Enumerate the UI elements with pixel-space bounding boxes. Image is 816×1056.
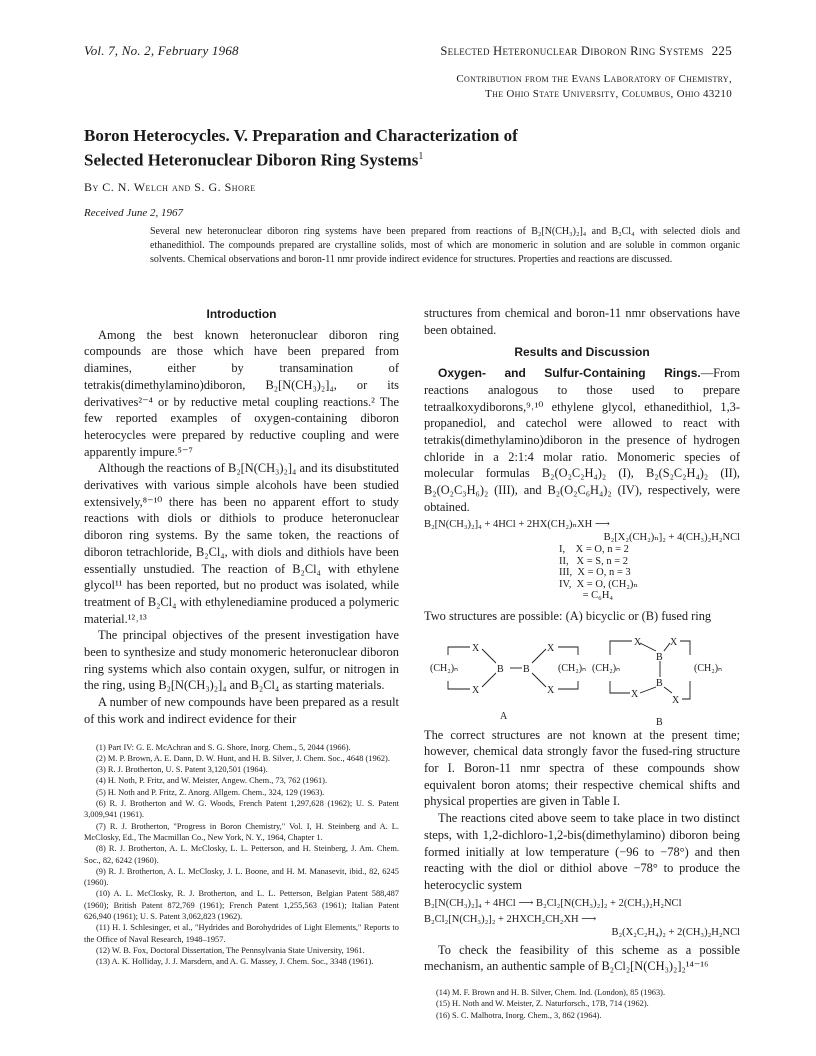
title-footnote-mark: 1 bbox=[418, 151, 424, 162]
footnote: (6) R. J. Brotherton and W. G. Woods, French Patent 1,297,628 (1962); U. S. Patent 3,009,941 (1961). bbox=[84, 799, 399, 820]
received-date: Received June 2, 1967 bbox=[84, 207, 183, 219]
continued-paragraph: structures from chemical and boron-11 nmr observations have been obtained. bbox=[424, 306, 740, 337]
equation-1-products: B₂[X₂(CH₂)ₙ]₂ + 4(CH₃)₂H₂NCl bbox=[603, 532, 740, 544]
introduction-heading: Introduction bbox=[206, 307, 277, 321]
running-header bbox=[440, 43, 732, 59]
footnote: (14) M. F. Brown and H. B. Silver, Chem. Ind. (London), 85 (1963). bbox=[436, 988, 666, 998]
structure-label-a: A bbox=[500, 710, 508, 722]
equation-1 bbox=[424, 518, 740, 544]
atom-x: X bbox=[472, 642, 480, 654]
results-paragraph-3: The reactions cited above seem to take place in two distinct steps, with 1,2-dichloro-1,2-bis(dimethylamino) diboron being formed initially at low temperature (−96 to −78°) and then reacting with the diol or dithiol above −78° to produce the heterocyclic system bbox=[424, 811, 740, 892]
group-ch2n: (CH₂)ₙ bbox=[694, 662, 723, 674]
results-paragraph-4: To check the feasibility of this scheme as a possible mechanism, an authentic sample of B₂Cl₂[N(CH₃)₂]₂¹⁴⁻¹⁶ bbox=[424, 942, 740, 974]
compound-item: = C₆H₄ bbox=[559, 590, 614, 602]
group-ch2n: (CH₂)ₙ bbox=[558, 662, 587, 674]
footnote: (2) M. P. Brown, A. E. Dann, D. W. Hunt, and H. B. Silver, J. Chem. Soc., 4648 (1962). bbox=[96, 753, 390, 763]
atom-x: X bbox=[634, 636, 642, 648]
group-ch2n: (CH₂)ₙ bbox=[592, 662, 621, 674]
journal-issue: Vol. 7, No. 2, February 1968 bbox=[84, 43, 239, 58]
structure-label-b: B bbox=[656, 716, 663, 728]
equation-3-products: B₂(X₂C₂H₄)₂ + 2(CH₃)₂H₂NCl bbox=[611, 926, 740, 938]
footnote: (11) H. I. Schlesinger, et al., "Hydrides and Borohydrides of Light Elements," Reports to the Office of Naval Research, 1948–1957. bbox=[84, 923, 399, 944]
group-ch2n: (CH₂)ₙ bbox=[430, 662, 459, 674]
footnote: (5) H. Noth and P. Fritz, Z. Anorg. Allgem. Chem., 324, 129 (1963). bbox=[96, 787, 325, 797]
intro-paragraph-4: A number of new compounds have been prepared as a result of this work and indirect evidence for their bbox=[84, 695, 399, 726]
compound-list bbox=[559, 544, 740, 602]
footnote: (9) R. J. Brotherton, A. L. McClosky, J. L. Boone, and H. M. Manasevit, ibid., 82, 6245 (1960). bbox=[84, 866, 399, 888]
compound-item: II, X = S, n = 2 bbox=[559, 555, 629, 567]
footnote: (13) A. K. Holliday, J. J. Marsdern, and A. G. Massey, J. Chem. Soc., 3348 (1961). bbox=[96, 957, 374, 967]
footnote: (3) R. J. Brotherton, U. S. Patent 3,120,501 (1964). bbox=[96, 765, 268, 775]
article-title bbox=[84, 125, 724, 171]
equation-3 bbox=[424, 913, 740, 939]
compound-item: IV, X = O, (CH₂)ₙ bbox=[559, 578, 638, 590]
atom-x: X bbox=[670, 636, 678, 648]
atom-b: B bbox=[497, 663, 504, 675]
title-line-1: Boron Heterocycles. V. Preparation and Characterization of bbox=[84, 126, 518, 145]
authors: By C. N. Welch and S. G. Shore bbox=[84, 180, 256, 194]
results-paragraph-1: Oxygen- and Sulfur-Containing Rings.—From reactions analogous to those used to prepare tetraalkoxydiborons,⁹˒¹⁰ ethylene glycol, ethanedithiol, 1,3-propanediol, and catechol were allowed to react with tetrakis(dimethylamino)diboron in the presence of hydrogen chloride in a 2:1:4 molar ratio. Monomeric species of molecular formulas B₂(O₂C₂H₄)₂ (I), B₂(S₂C₂H₄)₂ (II), B₂(O₂C₃H₆)₂ (III), and B₂(O₂C₆H₄)₂ (IV), respectively, were obtained. bbox=[424, 366, 740, 514]
intro-paragraph-2: Although the reactions of B₂[N(CH₃)₂]₄ and its disubstituted derivatives with various simple alcohols have been studied extensively,⁸⁻¹⁰ there has been no apparent effort to study reactions with diols or dithiols to produce heteronuclear diboron ring systems. By the same token, the reactions of diboron tetrachloride, B₂Cl₄, with diols and dithiols have been essentially unstudied. The reaction of B₂Cl₄ with ethylene glycol¹¹ has been reported, but no product was isolated, while treatment of B₂Cl₄ with ethylenediamine produced a polymeric material.¹²˒¹³ bbox=[84, 461, 399, 626]
equation-1-reactants: B₂[N(CH₃)₂]₄ + 4HCl + 2HX(CH₂)ₙXH ⟶ bbox=[424, 519, 610, 531]
intro-paragraph-1: Among the best known heteronuclear diboron ring compounds are those which have been prepared from diamines, either by transamination of tetrakis(dimethylamino)diboron, B₂[N(CH₃)₂]₄, or its derivatives²⁻⁴ or by reductive metal coupling reactions.² The few reported examples of oxygen-containing diboron heterocycles were prepared by reductive coupling and were apparently impure.⁵⁻⁷ bbox=[84, 327, 399, 459]
right-column bbox=[424, 305, 740, 1021]
footnote: (12) W. B. Fox, Doctoral Dissertation, The Pennsylvania State University, 1961. bbox=[96, 945, 365, 955]
left-footnotes bbox=[84, 742, 399, 968]
results-paragraph-2: The correct structures are not known at the present time; however, chemical data strongly favor the fused-ring structure for I. Boron-11 nmr spectra of these compounds show equivalent boron atoms; their respective chemical shifts and physical properties are given in Table I. bbox=[424, 727, 740, 809]
footnote: (15) H. Noth and W. Meister, Z. Naturforsch., 17B, 714 (1962). bbox=[436, 999, 649, 1009]
page-number: 225 bbox=[711, 43, 732, 58]
compound-item: III, X = O, n = 3 bbox=[559, 567, 631, 579]
footnote: (7) R. J. Brotherton, "Progress in Boron Chemistry," Vol. I, H. Steinberg and A. L. McClosky, Ed., The Macmillan Co., New York, N. Y., 1964, Chapter 1. bbox=[84, 821, 399, 842]
subsection-lead: Oxygen- and Sulfur-Containing Rings. bbox=[438, 366, 701, 381]
abstract: Several new heteronuclear diboron ring systems have been prepared from reactions of B₂[N(CH₃)₂]₄ and B₂Cl₄ with selected diols and ethanedithiol. The compounds prepared are crystalline solids, most of which are monomeric in solution and are soluble in common organic solvents. Chemical observations and boron-11 nmr provide indirect evidence for structures. Properties and reactions are discussed. bbox=[150, 226, 740, 265]
compound-item: I, X = O, n = 2 bbox=[559, 544, 629, 556]
footnote: (1) Part IV: G. E. McAchran and S. G. Shore, Inorg. Chem., 5, 2044 (1966). bbox=[96, 742, 351, 752]
atom-x: X bbox=[631, 688, 639, 700]
contribution-line-1: Contribution from the Evans Laboratory of Chemistry, bbox=[456, 73, 732, 85]
results-heading: Results and Discussion bbox=[514, 345, 650, 360]
footnote: (8) R. J. Brotherton, A. L. McClosky, L. L. Petterson, and H. Steinberg, J. Am. Chem. Soc., 82, 6242 (1960). bbox=[84, 844, 399, 865]
contribution-note bbox=[456, 72, 732, 102]
left-column bbox=[84, 305, 399, 968]
atom-x: X bbox=[547, 684, 555, 696]
running-title: Selected Heteronuclear Diboron Ring Systems bbox=[440, 44, 704, 58]
structure-diagrams bbox=[424, 631, 740, 728]
atom-x: X bbox=[472, 684, 480, 696]
atom-b: B bbox=[656, 677, 663, 689]
equation-2 bbox=[424, 897, 740, 910]
structure-b bbox=[610, 641, 690, 699]
atom-b: B bbox=[523, 663, 530, 675]
title-line-2: Selected Heteronuclear Diboron Ring Systems$^1$ bbox=[84, 150, 424, 170]
equation-3-reactants: B₂Cl₂[N(CH₃)₂]₂ + 2HXCH₂CH₂XH ⟶ bbox=[424, 913, 597, 925]
atom-x: X bbox=[547, 642, 555, 654]
atom-x: X bbox=[672, 694, 680, 706]
structure-svg bbox=[424, 631, 740, 723]
footnote: (4) H. Noth, P. Fritz, and W. Meister, Angew. Chem., 73, 762 (1961). bbox=[96, 776, 328, 786]
intro-paragraph-3: The principal objectives of the present investigation have been to synthesize and study monomeric heteronuclear diboron ring systems which also contain oxygen, sulfur, or nitrogen in the ring, using B₂[N(CH₃)₂]₄ and B₂Cl₄ as starting materials. bbox=[84, 628, 399, 693]
footnote: (10) A. L. McClosky, R. J. Brotherton, and L. L. Petterson, Belgian Patent 588,487 (1960); British Patent 872,769 (1961); French Patent 1,255,563 (1961); Italian Patent 626,940 (1961); U. S. Patent 3,062,823 (1962). bbox=[84, 889, 399, 922]
right-footnotes bbox=[424, 987, 740, 1021]
equation-2-line: B₂[N(CH₃)₂]₄ + 4HCl ⟶ B₂Cl₂[N(CH₃)₂]₂ + 2(CH₃)₂H₂NCl bbox=[424, 897, 682, 909]
structures-paragraph: Two structures are possible: (A) bicyclic or (B) fused ring bbox=[424, 608, 712, 623]
atom-b: B bbox=[656, 651, 663, 663]
footnote: (16) S. C. Malhotra, Inorg. Chem., 3, 862 (1964). bbox=[436, 1010, 602, 1020]
contribution-line-2: The Ohio State University, Columbus, Ohio 43210 bbox=[485, 88, 732, 100]
